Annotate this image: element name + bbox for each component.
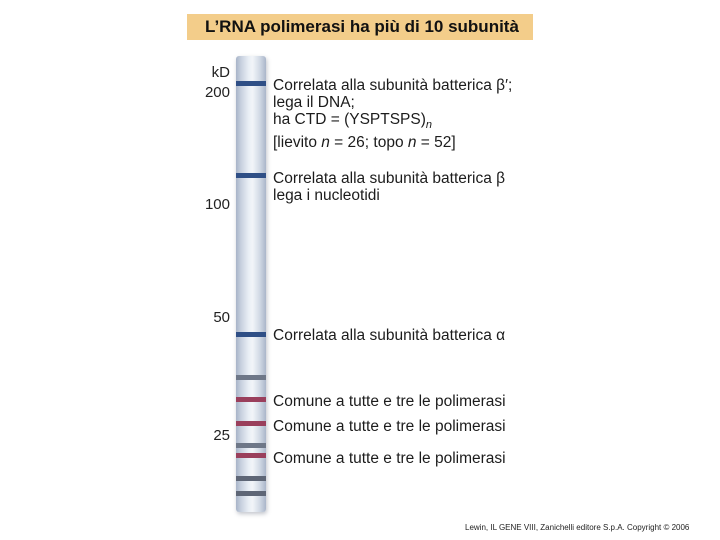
band-grey-3 [236,476,266,481]
annot-l4c: = 52] [416,134,456,152]
annotation-common-1: Comune a tutte e tre le polimerasi [273,393,506,410]
annotation-beta-line2: lega i nucleotidi [273,187,380,204]
axis-tick-100: 100 [204,196,230,213]
axis-tick-50: 50 [213,309,230,326]
annotation-beta [273,170,505,204]
annotation-beta-prime-line2: lega il DNA; [273,94,355,111]
band-beta-prime [236,81,266,86]
annotation-beta-prime-line4 [273,134,512,151]
annotation-common-2: Comune a tutte e tre le polimerasi [273,418,506,435]
band-beta [236,173,266,178]
annot-l4-n2: n [407,134,417,152]
annot-l4b: = 26; topo [329,134,408,152]
annotation-beta-prime-line1: Correlata alla subunità batterica β′; [273,77,513,94]
band-grey-1 [236,375,266,380]
diagram-title: L’RNA polimerasi ha più di 10 subunità [187,14,533,40]
copyright-credit: Lewin, IL GENE VIII, Zanichelli editore S.p.A. Copyright © 2006 [465,523,690,532]
axis-unit-label: kD [211,64,230,81]
axis-tick-200: 200 [204,84,230,101]
annotation-common-3: Comune a tutte e tre le polimerasi [273,450,506,467]
band-grey-2 [236,443,266,448]
band-common-2 [236,421,266,426]
annotation-alpha-line1: Correlata alla subunità batterica α [273,327,506,344]
axis-tick-25: 25 [213,427,230,444]
annotation-beta-prime [273,77,512,151]
annotation-beta-line1: Correlata alla subunità batterica β [273,170,506,187]
annotation-alpha [273,327,505,344]
ctd-subscript: n [425,119,433,132]
ctd-formula: ha CTD = (YSPTSPS) [273,111,426,128]
annot-l4a: [lievito [273,134,322,152]
gel-lane [236,56,266,512]
annot-l4-n1: n [321,134,330,152]
annotation-beta-prime-line3 [273,111,512,134]
band-grey-4 [236,491,266,496]
band-common-3 [236,453,266,458]
band-common-1 [236,397,266,402]
band-alpha [236,332,266,337]
